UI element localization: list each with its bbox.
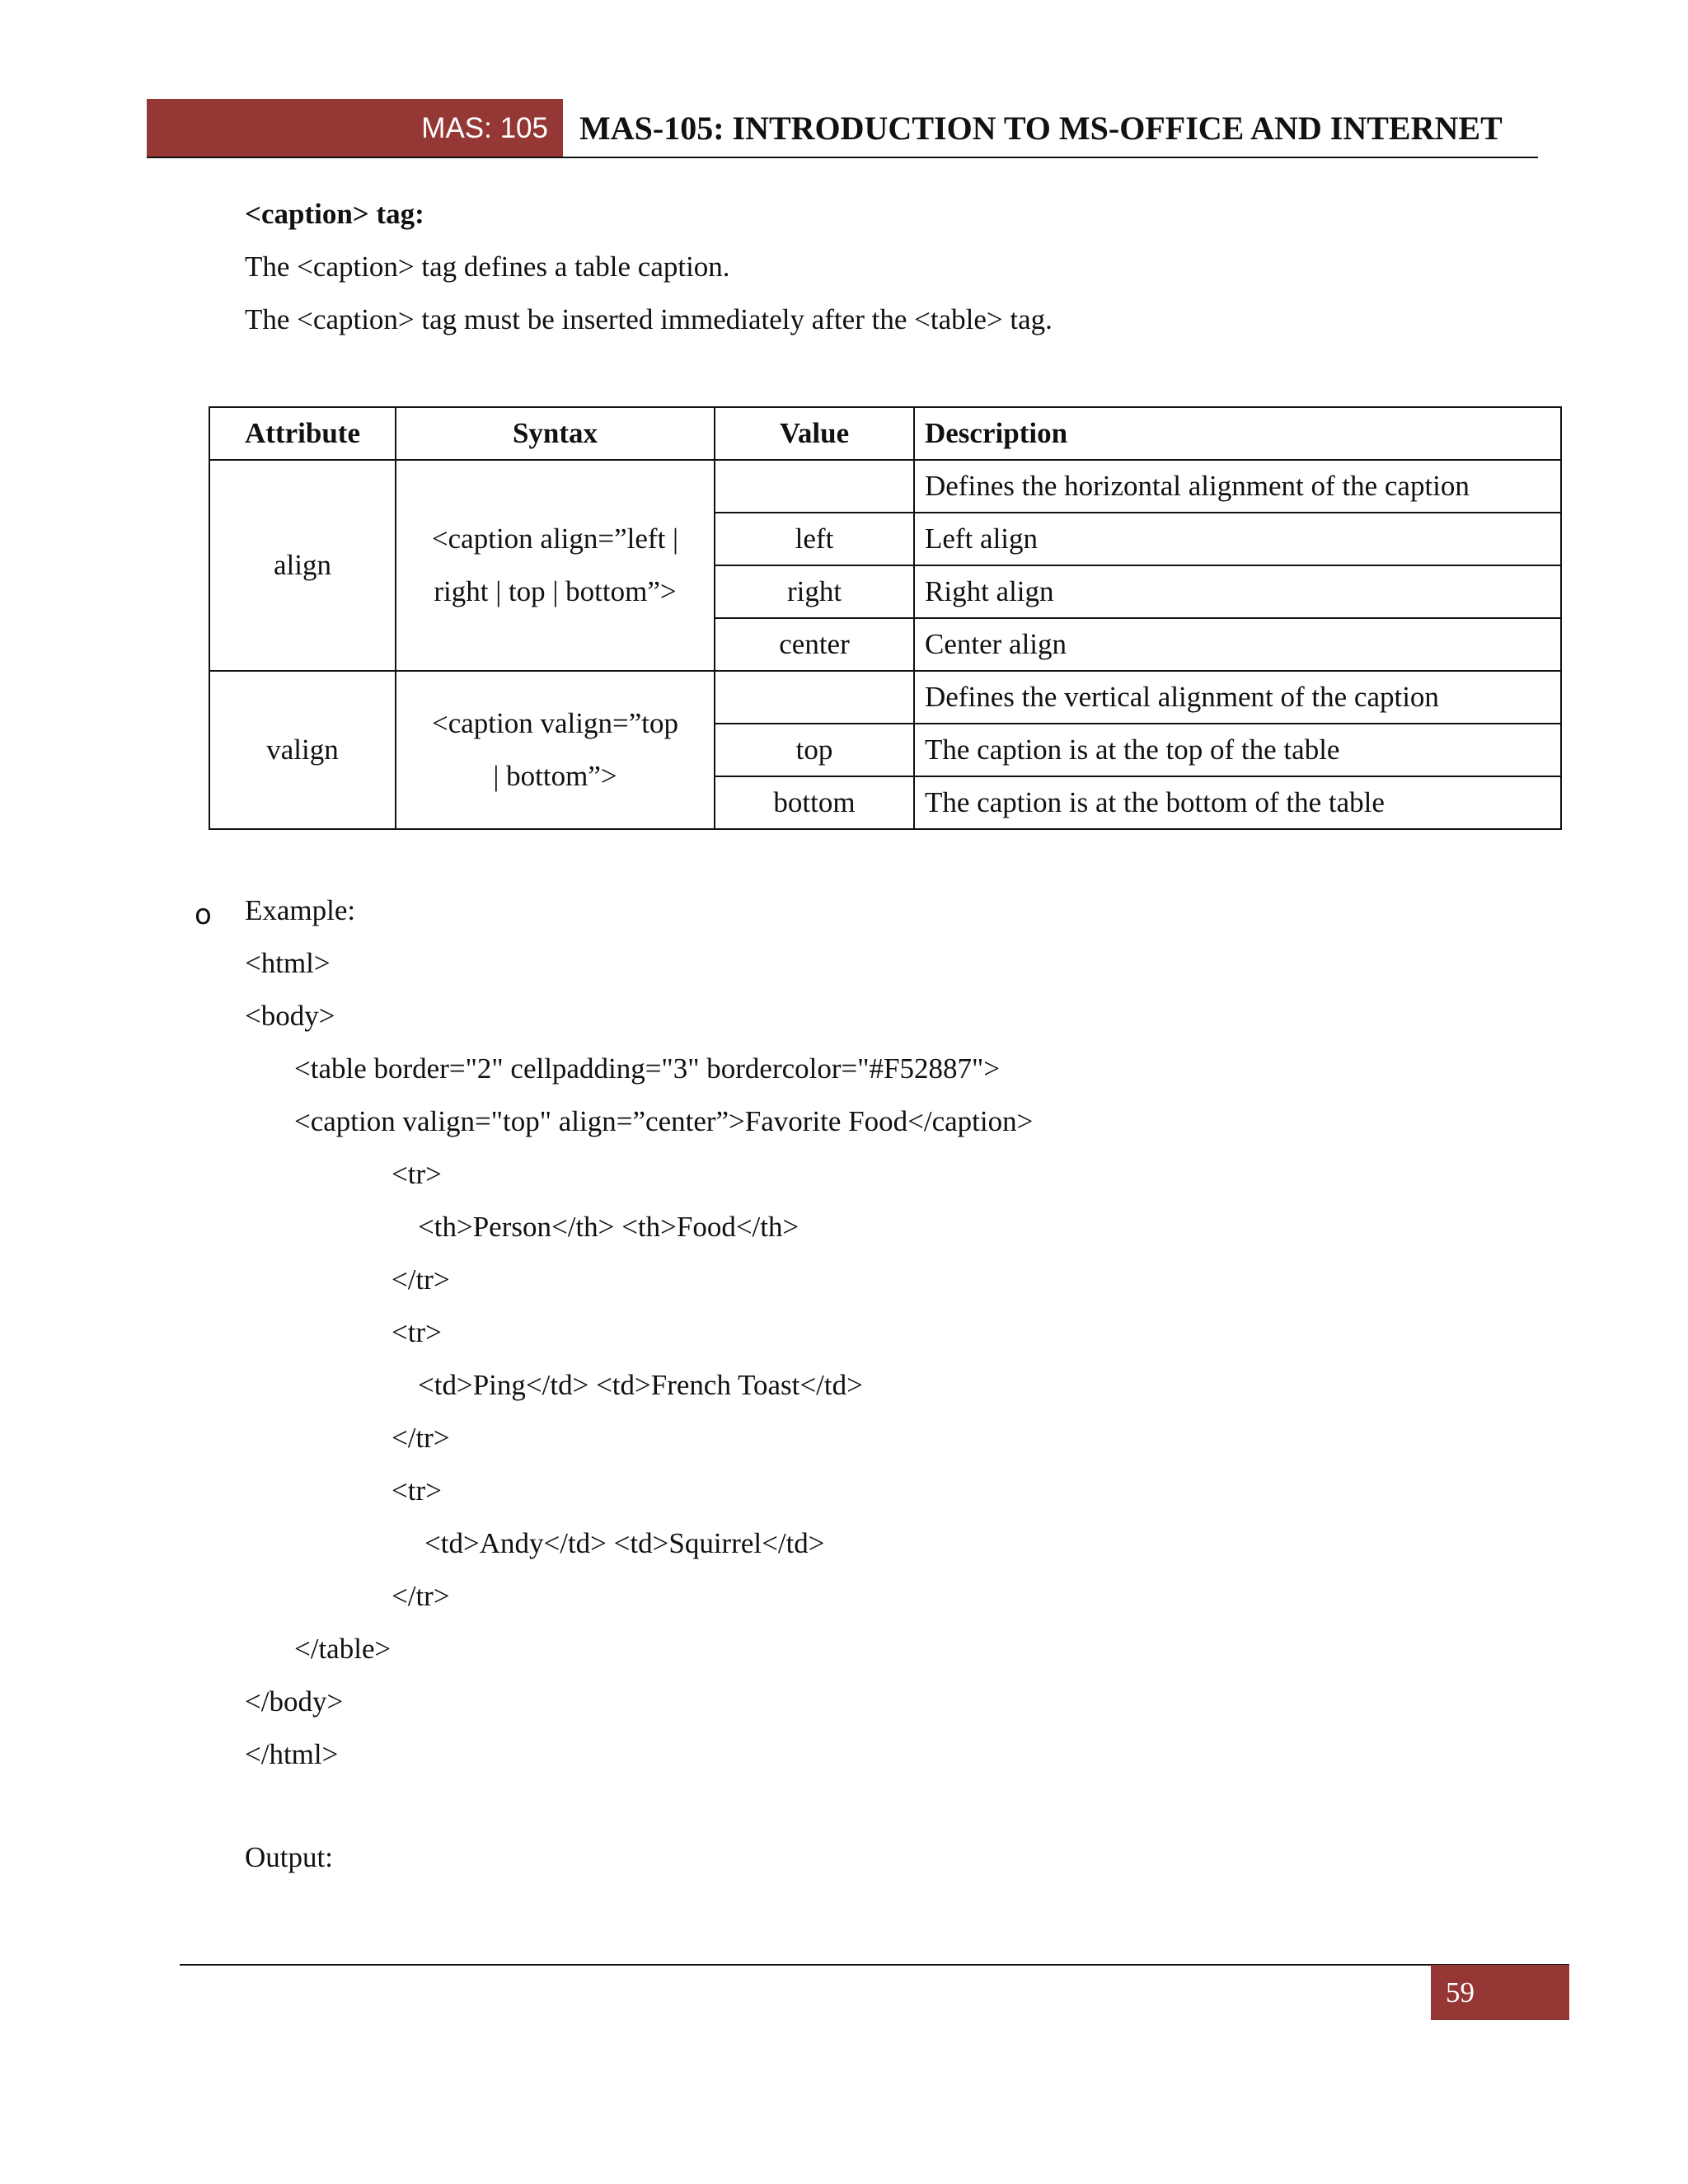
course-code: MAS: 105 [421,112,548,144]
footer-rule [180,1964,1569,1966]
section-paragraph: The <caption> tag defines a table caption. [245,251,730,283]
code-line: <body> [245,1000,335,1032]
code-line: </tr> [392,1422,450,1454]
code-line: <th>Person</th> <th>Food</th> [418,1211,799,1243]
value-cell [715,671,914,724]
value-cell: top [715,724,914,776]
column-header: Value [715,407,914,460]
column-header: Description [914,407,1561,460]
table-header-row [209,407,1561,460]
page-number: 59 [1431,1965,1569,2020]
code-line: <html> [245,947,331,979]
section-heading: <caption> tag: [245,198,424,230]
description-cell: The caption is at the top of the table [914,724,1561,776]
attribute-cell: align [209,460,396,671]
attribute-table [209,406,1562,830]
syntax-cell [396,460,715,671]
description-cell: Defines the horizontal alignment of the caption [914,460,1561,513]
value-cell: bottom [715,776,914,829]
value-cell: left [715,513,914,565]
description-cell: Left align [914,513,1561,565]
table-row [209,671,1561,724]
syntax-line: | bottom”> [493,760,617,792]
value-cell [715,460,914,513]
output-label: Output: [245,1841,333,1873]
example-label: Example: [245,894,356,926]
code-line: </body> [245,1685,344,1718]
value-cell: center [715,618,914,671]
syntax-line: <caption align=”left | [431,523,679,555]
syntax-cell [396,671,715,829]
code-line: <tr> [392,1158,442,1190]
description-cell: Defines the vertical alignment of the caption [914,671,1561,724]
code-line: </tr> [392,1263,450,1296]
attribute-cell: valign [209,671,396,829]
description-cell: The caption is at the bottom of the table [914,776,1561,829]
code-line: </tr> [392,1580,450,1612]
syntax-line: <caption valign=”top [432,707,678,739]
column-header: Syntax [396,407,715,460]
code-line: <caption valign="top" align=”center”>Favorite Food</caption> [294,1105,1034,1137]
bullet-marker: o [195,898,212,931]
code-line: <tr> [392,1474,442,1507]
description-cell: Center align [914,618,1561,671]
code-line: </html> [245,1738,339,1770]
value-cell: right [715,565,914,618]
code-line: <tr> [392,1316,442,1348]
code-line: <td>Ping</td> <td>French Toast</td> [418,1369,863,1401]
column-header: Attribute [209,407,396,460]
page-title: MAS-105: INTRODUCTION TO MS-OFFICE AND INTERNET [579,110,1503,147]
syntax-line: right | top | bottom”> [434,575,677,607]
section-paragraph: The <caption> tag must be inserted immediately after the <table> tag. [245,303,1053,335]
description-cell: Right align [914,565,1561,618]
code-line: </table> [294,1633,392,1665]
table-row [209,460,1561,513]
code-line: <table border="2" cellpadding="3" bordercolor="#F52887"> [294,1052,1001,1085]
header-rule [147,157,1538,158]
code-line: <td>Andy</td> <td>Squirrel</td> [424,1527,825,1559]
